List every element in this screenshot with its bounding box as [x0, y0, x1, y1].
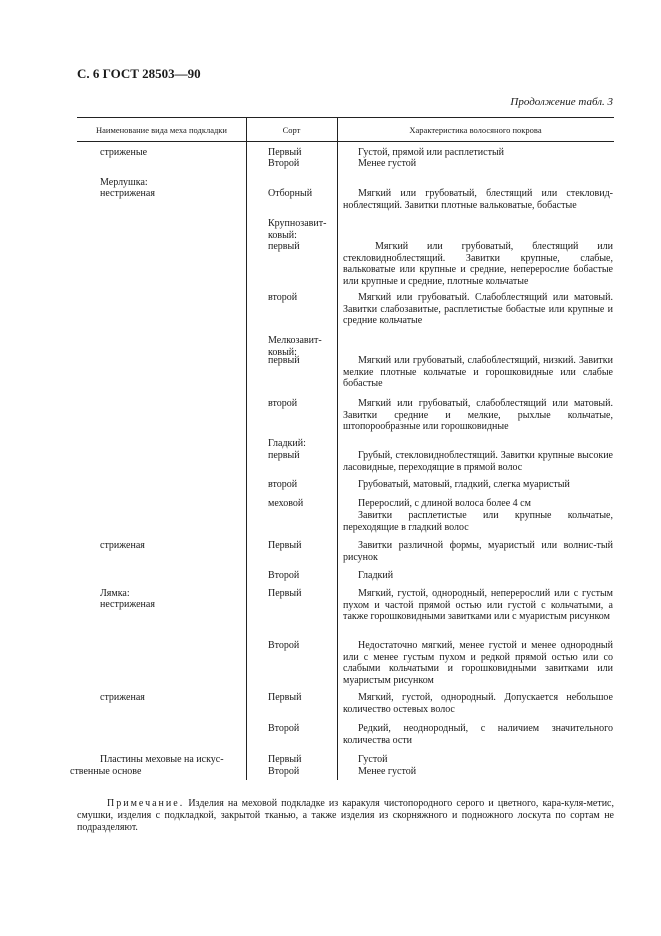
row-grade-group: Мелкозавит-ковый:	[268, 335, 322, 358]
row-grade: Второй	[268, 640, 300, 651]
row-description: Недостаточно мягкий, менее густой и менее однородный или с менее густым пухом и редкой прямой остью или со слабыми кольчатыми и горошковидными завитками или муаристым рисунком	[343, 640, 613, 686]
row-description: Мягкий, густой, однородный, неперерослий или с густым пухом и частой прямой остью или густой с кольчатыми, а также горошковидными завитками или с муаристым рисунком	[343, 588, 613, 622]
row-grade: первый	[268, 241, 300, 252]
row-grade-group: Гладкий:	[268, 438, 306, 449]
row-description: Перерослий, с длиной волоса более 4 см	[358, 498, 531, 509]
column-divider-1	[246, 117, 247, 780]
note-label: Примечание.	[107, 798, 185, 809]
row-grade: второй	[268, 479, 298, 490]
column-header-name: Наименование вида меха подкладки	[96, 125, 227, 135]
row-grade: Первый	[268, 754, 302, 765]
row-grade: Первый	[268, 147, 302, 158]
row-description: Менее густой	[358, 158, 417, 169]
row-description: Мягкий или грубоватый, слабоблестящий, низкий. Завитки мелкие плотные кольчатые и горошковидные или слабые бобастые	[343, 355, 613, 389]
row-grade: первый	[268, 355, 300, 366]
row-description: Менее густой	[358, 766, 417, 777]
row-grade: Второй	[268, 723, 300, 734]
row-description: Густой	[358, 754, 388, 765]
row-name: нестриженая	[100, 188, 155, 199]
row-grade: меховой	[268, 498, 304, 509]
table-top-rule	[77, 117, 614, 118]
page-title: С. 6 ГОСТ 28503—90	[77, 66, 201, 81]
row-description: Мягкий или грубоватый, слабоблестящий или матовый. Завитки средние и мелкие, рыхлые кольчатые, штопорообразные или горошковидные	[343, 398, 613, 432]
table-note	[77, 798, 614, 834]
row-name: стриженая	[100, 540, 145, 551]
row-grade: Второй	[268, 766, 300, 777]
row-description: Мягкий или грубоватый, блестящий или стекловидноблестящий. Завитки крупные, слабые, вальковатые или крупные и средние, неперерослие бобастые или крупные и средние, плотные кольчатые	[343, 241, 613, 287]
row-description: Завитки расплетистые или крупные кольчатые, переходящие в гладкий волос	[343, 510, 613, 533]
row-grade-group: Крупнозавит-ковый:	[268, 218, 327, 241]
row-name: Лямка:	[100, 588, 130, 599]
row-description: Грубоватый, матовый, гладкий, слегка муаристый	[358, 479, 570, 490]
column-divider-2	[337, 117, 338, 780]
row-grade: Отборный	[268, 188, 313, 199]
column-header-characteristic: Характеристика волосяного покрова	[409, 125, 542, 135]
row-description: Гладкий	[358, 570, 394, 581]
row-grade: Первый	[268, 540, 302, 551]
note-text: Изделия на меховой подкладке из каракуля чистопородного серого и цветного, кара-куля-метис, смушки, изделия с подкладкой, закрытой тканью, а также изделия из скорняжного и подножного лоскута по сортам не подразделяют.	[77, 798, 614, 833]
row-description: Мягкий, густой, однородный. Допускается небольшое количество остевых волос	[343, 692, 613, 715]
row-grade: Второй	[268, 570, 300, 581]
row-name: стриженые	[100, 147, 148, 158]
row-name: нестриженая	[100, 599, 155, 610]
column-header-grade: Сорт	[282, 125, 301, 135]
row-description: Грубый, стекловидноблестящий. Завитки крупные высокие ласовидные, переходящие в прямой волос	[343, 450, 613, 473]
row-name: стриженая	[100, 692, 145, 703]
row-description: Завитки различной формы, муаристый или волнис-тый рисунок	[343, 540, 613, 563]
row-description: Мягкий или грубоватый, блестящий или стекловид-ноблестящий. Завитки плотные вальковатые, бобастые	[343, 188, 613, 211]
row-grade: Первый	[268, 692, 302, 703]
row-grade: Первый	[268, 588, 302, 599]
row-grade: второй	[268, 398, 298, 409]
row-grade: второй	[268, 292, 298, 303]
row-grade: первый	[268, 450, 300, 461]
row-name: Мерлушка:	[100, 177, 148, 188]
row-description: Редкий, неоднородный, с наличием значительного количества ости	[343, 723, 613, 746]
table-header-rule	[77, 141, 614, 142]
row-grade: Второй	[268, 158, 300, 169]
table-continuation-label: Продолжение табл. 3	[510, 96, 613, 108]
row-description: Густой, прямой или расплетистый	[358, 147, 505, 158]
row-description: Мягкий или грубоватый. Слабоблестящий или матовый. Завитки слабозавитые, расплетистые бобастые или крупные и средние кольчатые	[343, 292, 613, 326]
row-name: Пластины меховые на искус-ственные основе	[70, 754, 224, 777]
